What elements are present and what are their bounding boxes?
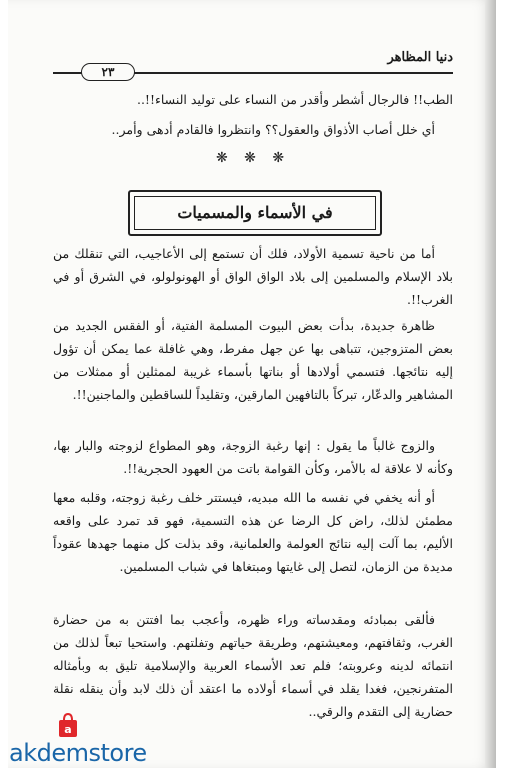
section-title-box	[128, 190, 382, 236]
book-page	[8, 0, 496, 768]
paragraph-4: ظاهرة جديدة، بدأت بعض البيوت المسلمة الفتية، أو الفقس الجديد من بعض المتزوجين، تتباهى بها عن جهل مفرط، وهي غافلة عما يمكن أن تؤول إليه نتائجها. فتسمي أولادها أو بناتها بأسماء غريبة لممثلين أو ممثلات من المشاهير والدعّار، تبركاً بالتافهين المارقين، وتقليداً للساقطين والماجنين!!.	[53, 318, 453, 402]
paragraph-6: أو أنه يخفي في نفسه ما الله مبديه، فيستتر خلف رغبة زوجته، وقلبه معها مطمئن لذلك، راض كل الرضا عن هذه التسمية، فهو قد تمرد على واقعه الأليم، بما آلت إليه نتائج العولمة والعلمانية، وقد بذلت كل منهما جهدها عقوداً مديدة من الزمان، لتصل إلى غايتها ومبتغاها في شباب المسلمين.	[53, 490, 453, 574]
page-header	[53, 50, 453, 80]
paragraph-7: فألقى بمبادئه ومقدساته وراء ظهره، وأعجب بما افتتن به من حضارة الغرب، وثقافتهم، ومعيشتهم، وطريقة حياتهم وتفلتهم. واستحيا تبعاً لذلك من انتمائه لدينه وعروبته؛ فلم تعد الأسماء العربية والإسلامية تليق به وبأمثاله المتفرنجين، فغدا يقلد في أسماء أولاده ما اعتقد أن ذلك لابد وأن ينقله نقلة حضارية إلى التقدم والرقي..	[53, 612, 453, 719]
section-separator: ❋ ❋ ❋	[215, 150, 291, 166]
paragraph-5: والزوج غالباً ما يقول : إنها رغبة الزوجة، وهو المطواع لزوجته والبار بها، وكأنه لا علاقة له بالأمر، وكأن القوامة باتت من العهود الحجرية!!.	[53, 438, 453, 476]
svg-text:a: a	[64, 723, 72, 736]
paragraph-3: أما من ناحية تسمية الأولاد، فلك أن تستمع إلى الأعاجيب، التي تنقلك من بلاد الإسلام والمسلمين إلى بلاد الواق الواق أو الهونولولو، في الشرق أو في الغرب!!.	[53, 246, 453, 307]
akdemstore-watermark	[5, 712, 165, 767]
paragraph-1: الطب!! فالرجال أشطر وأقدر من النساء على توليد النساء!!..	[136, 92, 453, 107]
shopping-bag-icon	[57, 712, 79, 738]
running-title: دنيا المظاهر	[387, 50, 453, 65]
paragraph-2: أي خلل أصاب الأذواق والعقول؟؟ وانتظروا فالقادم أدهى وأمر..	[111, 122, 435, 137]
page-edge	[485, 0, 496, 768]
section-title: في الأسماء والمسميات	[134, 196, 376, 230]
page-number: ٢٣	[81, 63, 135, 81]
watermark-text: akdemstore	[9, 739, 147, 767]
